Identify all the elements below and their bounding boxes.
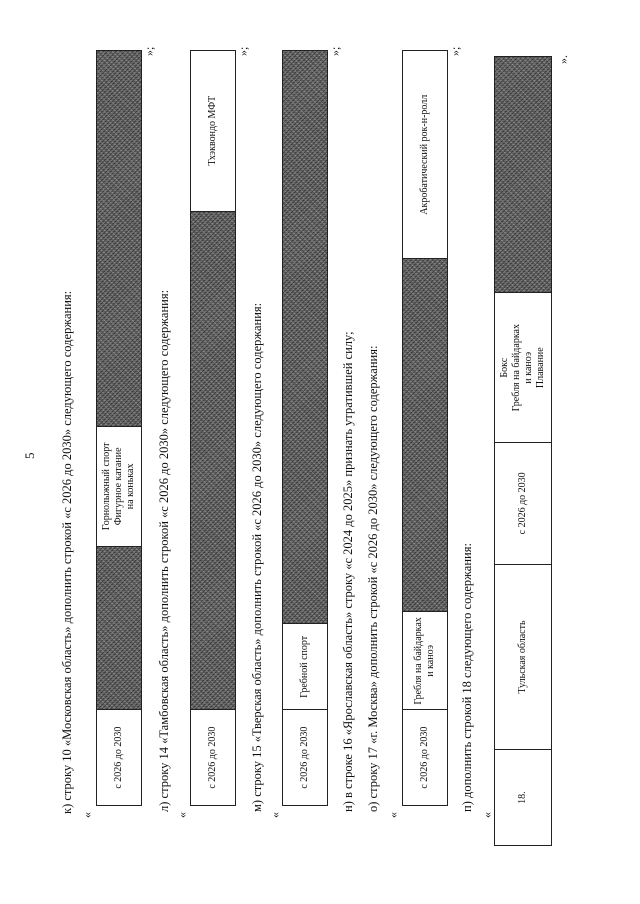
page-number: 5 xyxy=(22,452,37,459)
table-row-p xyxy=(494,56,552,846)
redacted-cell xyxy=(191,211,235,710)
sports-cell: Гребной спорт xyxy=(283,623,327,709)
period-cell: с 2026 до 2030 xyxy=(403,709,447,805)
table-row-m xyxy=(282,50,328,806)
table-row-k xyxy=(96,50,142,806)
open-quote: « xyxy=(268,812,282,818)
period-cell: с 2026 до 2030 xyxy=(495,442,551,564)
period-cell: с 2026 до 2030 xyxy=(97,709,141,805)
item-m-text: м) строку 15 «Тверская область» дополнить строкой «с 2026 до 2030» следующего содержания: xyxy=(250,302,264,812)
item-p-text: п) дополнить строкой 18 следующего содержания: xyxy=(460,543,474,812)
table-row-o xyxy=(402,50,448,806)
region-cell: Тульская область xyxy=(495,564,551,750)
open-quote: « xyxy=(386,812,400,818)
sports-cell: Горнолыжный спорт Фигурное катание на коньках xyxy=(97,426,141,546)
closing-quote: ». xyxy=(556,55,570,64)
closing-quote: »; xyxy=(328,46,342,56)
row-number-cell: 18. xyxy=(495,749,551,845)
redacted-cell xyxy=(283,51,327,623)
period-cell: с 2026 до 2030 xyxy=(191,709,235,805)
sports-cell: Тхэквондо МФТ xyxy=(207,95,218,166)
redacted-cell xyxy=(97,546,141,710)
sports-cell: Акробатический рок-н-ролл xyxy=(419,94,430,215)
sports-cell: Гребля на байдарках и каноэ xyxy=(403,612,447,710)
period-cell: с 2026 до 2030 xyxy=(283,709,327,805)
closing-quote: »; xyxy=(236,46,250,56)
open-quote: « xyxy=(80,812,94,818)
item-k-text: к) строку 10 «Московская область» дополнить строкой «с 2026 до 2030» следующего содержания: xyxy=(60,290,74,814)
table-row-l xyxy=(190,50,236,806)
redacted-cell xyxy=(97,51,141,426)
item-n-text: н) в строке 16 «Ярославская область» строку «с 2024 до 2025» признать утратившей силу; xyxy=(341,331,355,812)
closing-quote: »; xyxy=(448,46,462,56)
open-quote: « xyxy=(480,812,494,818)
open-quote: « xyxy=(175,812,189,818)
redacted-cell xyxy=(403,258,447,611)
redacted-cell xyxy=(495,57,551,292)
sports-cell: Бокс Гребля на байдарках и каноэ Плавание xyxy=(495,292,551,442)
closing-quote: »; xyxy=(142,46,156,56)
item-l-text: л) строку 14 «Тамбовская область» дополнить строкой «с 2026 до 2030» следующего содержания: xyxy=(157,289,171,812)
item-o-text: о) строку 17 «г. Москва» дополнить строкой «с 2026 до 2030» следующего содержания: xyxy=(366,345,380,812)
